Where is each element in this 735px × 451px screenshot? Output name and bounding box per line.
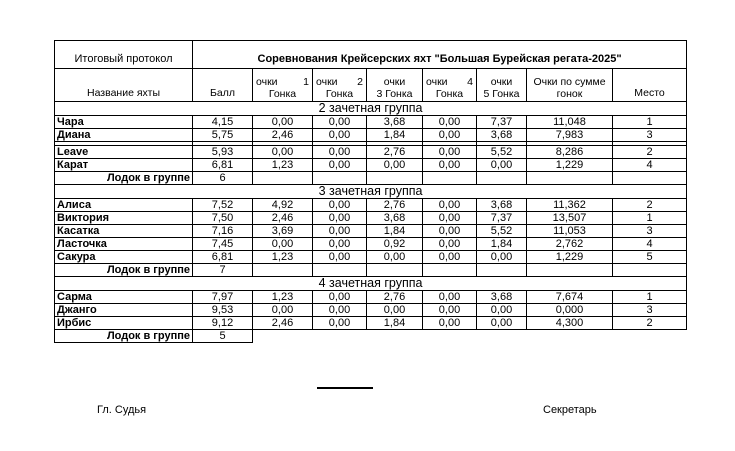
total-cell: 1,229 — [527, 159, 613, 172]
yacht-name-cell: Джанго — [55, 304, 193, 317]
race-number: 2 — [357, 76, 363, 88]
race4-cell: 0,00 — [423, 146, 477, 159]
race-points-label: очки — [383, 76, 406, 88]
race5-cell: 3,68 — [477, 129, 527, 142]
total-cell: 2,762 — [527, 238, 613, 251]
score-cell: 9,53 — [193, 304, 253, 317]
race3-cell: 3,68 — [367, 116, 423, 129]
race4-cell: 0,00 — [423, 129, 477, 142]
col-header-race-4 — [423, 69, 477, 102]
race4-cell: 0,00 — [423, 225, 477, 238]
race4-cell: 0,00 — [423, 317, 477, 330]
race2-cell: 0,00 — [313, 317, 367, 330]
group-header-row — [55, 277, 687, 291]
yacht-name-cell: Виктория — [55, 212, 193, 225]
race5-cell: 0,00 — [477, 159, 527, 172]
boats-in-group-label: Лодок в группе — [55, 264, 193, 277]
total-cell: 11,362 — [527, 199, 613, 212]
race3-cell: 2,76 — [367, 291, 423, 304]
protocol-label: Итоговый протокол — [55, 41, 193, 69]
yacht-name-cell: Ирбис — [55, 317, 193, 330]
competition-title: Соревнования Крейсерских яхт "Большая Бурейская регата-2025" — [193, 41, 687, 69]
score-cell: 7,52 — [193, 199, 253, 212]
empty-cell — [527, 264, 613, 277]
boats-in-group-row — [55, 330, 687, 343]
table-row — [55, 159, 687, 172]
score-cell: 7,50 — [193, 212, 253, 225]
race5-cell: 3,68 — [477, 291, 527, 304]
group-title: 3 зачетная группа — [55, 185, 687, 199]
score-cell: 9,12 — [193, 317, 253, 330]
race1-cell: 0,00 — [253, 146, 313, 159]
race4-cell: 0,00 — [423, 199, 477, 212]
place-cell: 2 — [613, 146, 687, 159]
race4-cell: 0,00 — [423, 212, 477, 225]
race4-cell: 0,00 — [423, 304, 477, 317]
empty-cell — [613, 172, 687, 185]
total-cell: 4,300 — [527, 317, 613, 330]
race2-cell: 0,00 — [313, 304, 367, 317]
table-row — [55, 238, 687, 251]
race3-cell: 2,76 — [367, 146, 423, 159]
race5-cell: 0,00 — [477, 251, 527, 264]
race2-cell: 0,00 — [313, 129, 367, 142]
race4-cell: 0,00 — [423, 116, 477, 129]
race1-cell: 3,69 — [253, 225, 313, 238]
race3-cell: 0,00 — [367, 251, 423, 264]
secretary-label: Секретарь — [543, 404, 597, 416]
col-header-race-3 — [367, 69, 423, 102]
table-row — [55, 291, 687, 304]
table-row — [55, 212, 687, 225]
total-cell: 8,286 — [527, 146, 613, 159]
boats-in-group-row — [55, 264, 687, 277]
score-cell: 4,15 — [193, 116, 253, 129]
column-header-row — [55, 69, 687, 102]
empty-cell — [367, 264, 423, 277]
boats-in-group-label: Лодок в группе — [55, 330, 193, 343]
results-table — [54, 40, 687, 343]
race5-cell: 1,84 — [477, 238, 527, 251]
place-cell: 3 — [613, 304, 687, 317]
group-title: 4 зачетная группа — [55, 277, 687, 291]
empty-cell — [423, 264, 477, 277]
race-word: Гонка — [268, 88, 297, 100]
race1-cell: 1,23 — [253, 251, 313, 264]
table-row — [55, 129, 687, 142]
total-cell: 13,507 — [527, 212, 613, 225]
race5-cell: 0,00 — [477, 317, 527, 330]
race-word: Гонка — [435, 88, 464, 100]
total-line1: Очки по сумме — [533, 76, 606, 88]
total-cell: 0,000 — [527, 304, 613, 317]
race1-cell: 2,46 — [253, 317, 313, 330]
table-row — [55, 304, 687, 317]
race3-cell: 1,84 — [367, 129, 423, 142]
race4-cell: 0,00 — [423, 251, 477, 264]
total-cell: 11,053 — [527, 225, 613, 238]
race2-cell: 0,00 — [313, 225, 367, 238]
title-row — [55, 41, 687, 69]
race2-cell: 0,00 — [313, 251, 367, 264]
race-points-label: очки — [316, 76, 338, 88]
race2-cell: 0,00 — [313, 146, 367, 159]
race5-cell: 3,68 — [477, 199, 527, 212]
place-cell: 3 — [613, 129, 687, 142]
race1-cell: 4,92 — [253, 199, 313, 212]
col-header-race-2 — [313, 69, 367, 102]
race-points-label: очки — [426, 76, 448, 88]
signature-line — [317, 387, 373, 389]
empty-cell — [423, 172, 477, 185]
table-row — [55, 116, 687, 129]
place-cell: 3 — [613, 225, 687, 238]
total-cell: 1,229 — [527, 251, 613, 264]
race-number: 1 — [303, 76, 309, 88]
empty-cell — [313, 264, 367, 277]
yacht-name-cell: Алиса — [55, 199, 193, 212]
race5-cell: 5,52 — [477, 225, 527, 238]
yacht-name-cell: Диана — [55, 129, 193, 142]
group-header-row — [55, 102, 687, 116]
place-cell: 2 — [613, 199, 687, 212]
total-line2: гонок — [556, 88, 583, 100]
boats-in-group-label: Лодок в группе — [55, 172, 193, 185]
place-cell: 2 — [613, 317, 687, 330]
race1-cell: 2,46 — [253, 129, 313, 142]
col-header-place: Место — [613, 69, 687, 102]
group-header-row — [55, 185, 687, 199]
race1-cell: 1,23 — [253, 291, 313, 304]
race3-cell: 0,00 — [367, 159, 423, 172]
score-cell: 6,81 — [193, 159, 253, 172]
race-word: 5 Гонка — [483, 88, 520, 100]
place-cell: 1 — [613, 291, 687, 304]
score-cell: 6,81 — [193, 251, 253, 264]
race-word: 3 Гонка — [376, 88, 413, 100]
empty-cell — [477, 172, 527, 185]
place-cell: 1 — [613, 212, 687, 225]
race2-cell: 0,00 — [313, 199, 367, 212]
yacht-name-cell: Касатка — [55, 225, 193, 238]
race3-cell: 0,00 — [367, 304, 423, 317]
yacht-name-cell: Карат — [55, 159, 193, 172]
total-cell: 11,048 — [527, 116, 613, 129]
race5-cell: 7,37 — [477, 116, 527, 129]
race5-cell: 0,00 — [477, 304, 527, 317]
table-row — [55, 225, 687, 238]
yacht-name-cell: Сарма — [55, 291, 193, 304]
yacht-name-cell: Leave — [55, 146, 193, 159]
boats-count-cell: 7 — [193, 264, 253, 277]
place-cell: 1 — [613, 116, 687, 129]
chief-judge-label: Гл. Судья — [97, 404, 147, 416]
boats-count-cell: 5 — [193, 330, 253, 343]
race4-cell: 0,00 — [423, 291, 477, 304]
empty-cell — [527, 172, 613, 185]
race4-cell: 0,00 — [423, 159, 477, 172]
boats-count-cell: 6 — [193, 172, 253, 185]
table-row — [55, 317, 687, 330]
table-row — [55, 199, 687, 212]
col-header-race-5 — [477, 69, 527, 102]
race1-cell: 0,00 — [253, 116, 313, 129]
total-cell: 7,674 — [527, 291, 613, 304]
empty-region — [253, 330, 687, 343]
table-row — [55, 251, 687, 264]
empty-cell — [613, 264, 687, 277]
table-row — [55, 146, 687, 159]
race5-cell: 7,37 — [477, 212, 527, 225]
race3-cell: 1,84 — [367, 317, 423, 330]
race4-cell: 0,00 — [423, 238, 477, 251]
empty-cell — [253, 264, 313, 277]
empty-cell — [313, 172, 367, 185]
race-points-label: очки — [256, 76, 278, 88]
race2-cell: 0,00 — [313, 159, 367, 172]
race-points-label: очки — [490, 76, 513, 88]
score-cell: 7,45 — [193, 238, 253, 251]
race1-cell: 2,46 — [253, 212, 313, 225]
score-cell: 5,75 — [193, 129, 253, 142]
place-cell: 4 — [613, 238, 687, 251]
race3-cell: 1,84 — [367, 225, 423, 238]
race3-cell: 2,76 — [367, 199, 423, 212]
col-header-yacht-name: Название яхты — [55, 69, 193, 102]
col-header-total-points — [527, 69, 613, 102]
race1-cell: 1,23 — [253, 159, 313, 172]
yacht-name-cell: Сакура — [55, 251, 193, 264]
empty-cell — [253, 172, 313, 185]
group-title: 2 зачетная группа — [55, 102, 687, 116]
total-cell: 7,983 — [527, 129, 613, 142]
yacht-name-cell: Чара — [55, 116, 193, 129]
score-cell: 7,97 — [193, 291, 253, 304]
empty-cell — [477, 264, 527, 277]
col-header-score: Балл — [193, 69, 253, 102]
race2-cell: 0,00 — [313, 291, 367, 304]
race-word: Гонка — [325, 88, 354, 100]
place-cell: 5 — [613, 251, 687, 264]
score-cell: 5,93 — [193, 146, 253, 159]
yacht-name-cell: Ласточка — [55, 238, 193, 251]
race2-cell: 0,00 — [313, 116, 367, 129]
race1-cell: 0,00 — [253, 238, 313, 251]
race3-cell: 0,92 — [367, 238, 423, 251]
empty-cell — [367, 172, 423, 185]
race1-cell: 0,00 — [253, 304, 313, 317]
col-header-race-1 — [253, 69, 313, 102]
race2-cell: 0,00 — [313, 238, 367, 251]
score-cell: 7,16 — [193, 225, 253, 238]
boats-in-group-row — [55, 172, 687, 185]
race3-cell: 3,68 — [367, 212, 423, 225]
race2-cell: 0,00 — [313, 212, 367, 225]
race5-cell: 5,52 — [477, 146, 527, 159]
race-number: 4 — [467, 76, 473, 88]
place-cell: 4 — [613, 159, 687, 172]
